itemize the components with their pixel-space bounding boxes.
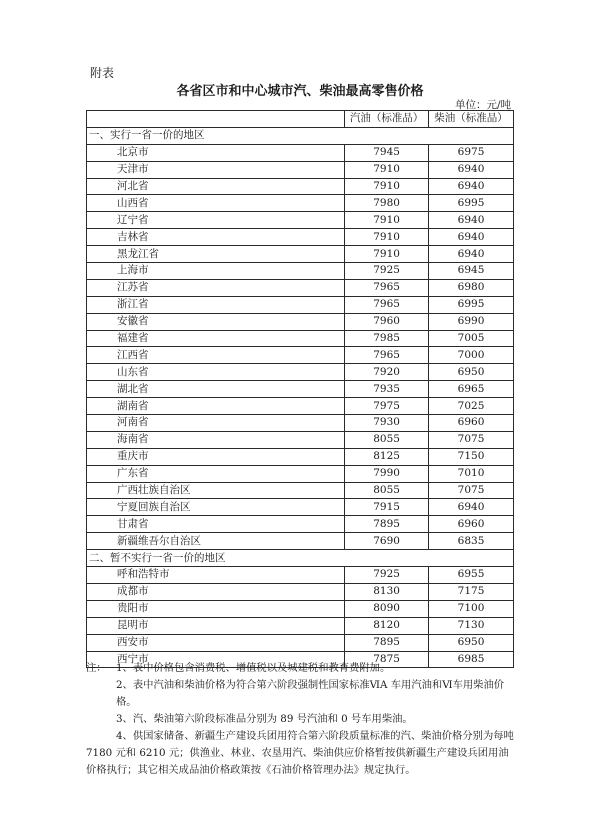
diesel-price: 7075 xyxy=(429,431,514,448)
table-row xyxy=(87,364,514,381)
gasoline-price: 7910 xyxy=(345,229,429,246)
gasoline-price: 8125 xyxy=(345,448,429,465)
table-row xyxy=(87,398,514,415)
header-gasoline: 汽油（标准品） xyxy=(345,111,429,128)
diesel-price: 6835 xyxy=(429,533,514,550)
region-name: 新疆维吾尔自治区 xyxy=(87,533,345,550)
table-row xyxy=(87,533,514,550)
diesel-price: 7000 xyxy=(429,347,514,364)
gasoline-price: 8055 xyxy=(345,482,429,499)
note-3 xyxy=(86,711,516,728)
table-row xyxy=(87,600,514,617)
diesel-price: 6965 xyxy=(429,381,514,398)
region-name: 宁夏回族自治区 xyxy=(87,499,345,516)
table-row xyxy=(87,465,514,482)
gasoline-price: 8130 xyxy=(345,583,429,600)
gasoline-price: 7985 xyxy=(345,330,429,347)
region-name: 山西省 xyxy=(87,195,345,212)
region-name: 海南省 xyxy=(87,431,345,448)
diesel-price: 6995 xyxy=(429,195,514,212)
region-name: 安徽省 xyxy=(87,313,345,330)
note-indent xyxy=(86,711,116,728)
section-label: 二、暂不实行一省一价的地区 xyxy=(87,550,514,567)
table-row xyxy=(87,516,514,533)
gasoline-price: 7990 xyxy=(345,465,429,482)
region-name: 广东省 xyxy=(87,465,345,482)
diesel-price: 6940 xyxy=(429,161,514,178)
gasoline-price: 7925 xyxy=(345,567,429,584)
gasoline-price: 8055 xyxy=(345,431,429,448)
diesel-price: 6940 xyxy=(429,178,514,195)
diesel-price: 6940 xyxy=(429,212,514,229)
table-row xyxy=(87,415,514,432)
diesel-price: 6985 xyxy=(429,651,514,668)
table-row xyxy=(87,583,514,600)
gasoline-price: 7690 xyxy=(345,533,429,550)
gasoline-price: 7980 xyxy=(345,195,429,212)
page-title: 各省区市和中心城市汽、柴油最高零售价格 xyxy=(176,84,424,99)
diesel-price: 6960 xyxy=(429,415,514,432)
diesel-price: 6995 xyxy=(429,296,514,313)
diesel-price: 6945 xyxy=(429,263,514,280)
gasoline-price: 7965 xyxy=(345,296,429,313)
table-row xyxy=(87,499,514,516)
region-name: 西宁市 xyxy=(87,651,345,668)
diesel-price: 6990 xyxy=(429,313,514,330)
notes-label: 注： xyxy=(86,662,107,674)
section-label: 一、实行一省一价的地区 xyxy=(87,127,514,144)
table-row xyxy=(87,634,514,651)
table-row xyxy=(87,246,514,263)
section-header-row xyxy=(87,550,514,567)
diesel-price: 6955 xyxy=(429,567,514,584)
table-row xyxy=(87,195,514,212)
table-row xyxy=(87,330,514,347)
gasoline-price: 7910 xyxy=(345,246,429,263)
table-row xyxy=(87,617,514,634)
gasoline-price: 7925 xyxy=(345,263,429,280)
diesel-price: 7075 xyxy=(429,482,514,499)
region-name: 重庆市 xyxy=(87,448,345,465)
gasoline-price: 7875 xyxy=(345,651,429,668)
gasoline-price: 7915 xyxy=(345,499,429,516)
note-text: 1、表中价格包含消费税、增值税以及城建税和教育费附加。 xyxy=(116,662,391,674)
unit-label: 单位：元/吨 xyxy=(454,99,511,111)
diesel-price: 7130 xyxy=(429,617,514,634)
table-row xyxy=(87,381,514,398)
region-name: 吉林省 xyxy=(87,229,345,246)
section-header-row xyxy=(87,127,514,144)
diesel-price: 6940 xyxy=(429,229,514,246)
gasoline-price: 7895 xyxy=(345,516,429,533)
gasoline-price: 7975 xyxy=(345,398,429,415)
region-name: 成都市 xyxy=(87,583,345,600)
table-row xyxy=(87,296,514,313)
gasoline-price: 7960 xyxy=(345,313,429,330)
table-row xyxy=(87,279,514,296)
region-name: 昆明市 xyxy=(87,617,345,634)
diesel-price: 7005 xyxy=(429,330,514,347)
gasoline-price: 7920 xyxy=(345,364,429,381)
diesel-price: 6975 xyxy=(429,144,514,161)
diesel-price: 6980 xyxy=(429,279,514,296)
region-name: 福建省 xyxy=(87,330,345,347)
note-text: 3、汽、柴油第六阶段标准品分别为 89 号汽油和 0 号车用柴油。 xyxy=(116,713,413,725)
region-name: 甘肃省 xyxy=(87,516,345,533)
region-name: 湖南省 xyxy=(87,398,345,415)
region-name: 贵阳市 xyxy=(87,600,345,617)
price-table xyxy=(86,110,514,668)
gasoline-price: 7945 xyxy=(345,144,429,161)
region-name: 上海市 xyxy=(87,263,345,280)
diesel-price: 7025 xyxy=(429,398,514,415)
table-row xyxy=(87,178,514,195)
gasoline-price: 7910 xyxy=(345,178,429,195)
diesel-price: 6960 xyxy=(429,516,514,533)
note-1 xyxy=(86,660,516,677)
attachment-label: 附表 xyxy=(90,66,115,80)
diesel-price: 6940 xyxy=(429,246,514,263)
table-row xyxy=(87,567,514,584)
diesel-price: 7150 xyxy=(429,448,514,465)
region-name: 山东省 xyxy=(87,364,345,381)
gasoline-price: 7910 xyxy=(345,212,429,229)
table-row xyxy=(87,263,514,280)
table-row xyxy=(87,347,514,364)
table-row xyxy=(87,482,514,499)
region-name: 呼和浩特市 xyxy=(87,567,345,584)
region-name: 河北省 xyxy=(87,178,345,195)
region-name: 河南省 xyxy=(87,415,345,432)
region-name: 江西省 xyxy=(87,347,345,364)
table-row xyxy=(87,212,514,229)
gasoline-price: 7935 xyxy=(345,381,429,398)
gasoline-price: 7965 xyxy=(345,279,429,296)
gasoline-price: 7965 xyxy=(345,347,429,364)
region-name: 辽宁省 xyxy=(87,212,345,229)
diesel-price: 7100 xyxy=(429,600,514,617)
gasoline-price: 8090 xyxy=(345,600,429,617)
note-2 xyxy=(86,677,516,711)
table-header-row xyxy=(87,111,514,128)
table-row xyxy=(87,431,514,448)
table-row xyxy=(87,229,514,246)
diesel-price: 7175 xyxy=(429,583,514,600)
diesel-price: 7010 xyxy=(429,465,514,482)
note-text: 2、表中汽油和柴油价格为符合第六阶段强制性国家标准ⅥA 车用汽油和Ⅵ车用柴油价格。 xyxy=(116,679,505,708)
diesel-price: 6950 xyxy=(429,364,514,381)
region-name: 北京市 xyxy=(87,144,345,161)
header-empty-cell xyxy=(87,111,345,128)
gasoline-price: 8120 xyxy=(345,617,429,634)
gasoline-price: 7930 xyxy=(345,415,429,432)
diesel-price: 6940 xyxy=(429,499,514,516)
table-row xyxy=(87,313,514,330)
note-4: 4、供国家储备、新疆生产建设兵团用符合第六阶段质量标准的汽、柴油价格分别为每吨 7180 元和 6210 元；供渔业、林业、农垦用汽、柴油供应价格暂按供新疆生产建设兵团用油价格执行；其它相关成品油价格政策按《石油价格管理办法》规定执行。 xyxy=(86,730,514,776)
header-diesel: 柴油（标准品） xyxy=(429,111,514,128)
note-indent xyxy=(86,677,116,711)
table-row xyxy=(87,448,514,465)
region-name: 湖北省 xyxy=(87,381,345,398)
region-name: 西安市 xyxy=(87,634,345,651)
region-name: 江苏省 xyxy=(87,279,345,296)
gasoline-price: 7895 xyxy=(345,634,429,651)
table-row xyxy=(87,144,514,161)
region-name: 广西壮族自治区 xyxy=(87,482,345,499)
gasoline-price: 7910 xyxy=(345,161,429,178)
notes xyxy=(86,660,516,779)
table-row xyxy=(87,161,514,178)
region-name: 浙江省 xyxy=(87,296,345,313)
diesel-price: 6950 xyxy=(429,634,514,651)
region-name: 黑龙江省 xyxy=(87,246,345,263)
region-name: 天津市 xyxy=(87,161,345,178)
